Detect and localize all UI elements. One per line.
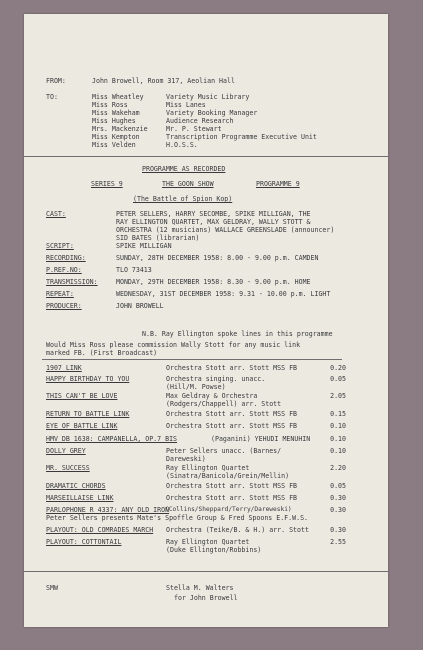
music-detail: (Collins/Sheppard/Terry/Dareweski): [165, 506, 292, 513]
detail-label: REPEAT:: [46, 290, 74, 298]
to-label: TO:: [46, 93, 58, 101]
detail-label: CAST:: [46, 210, 66, 218]
music-duration: 0.30: [330, 494, 346, 502]
request-line-1: Would Miss Ross please commission Wally Stott for any music link: [46, 341, 301, 349]
detail-label: PRODUCER:: [46, 302, 82, 310]
recipient-dept: Variety Music Library: [166, 93, 250, 101]
recipient-name: Miss Kempton: [92, 133, 140, 141]
music-title: HAPPY BIRTHDAY TO YOU: [46, 375, 130, 383]
detail-value: TLO 73413: [116, 266, 152, 274]
divider-bottom: [24, 571, 388, 572]
music-detail: (Paganini) YEHUDI MENUHIN: [211, 435, 311, 443]
typist-initials: SMW: [46, 584, 58, 592]
detail-value: ORCHESTRA (12 musicians) WALLACE GREENSLADE (announcer): [116, 226, 335, 234]
music-detail: Peter Sellers unacc. (Barnes/: [166, 447, 282, 455]
recipient-dept: Audience Research: [166, 117, 234, 125]
music-detail: Orchestra Stott arr. Stott MSS FB: [166, 494, 298, 502]
music-duration: 0.15: [330, 410, 346, 418]
detail-value: SID BATES (librarian): [116, 234, 200, 242]
music-duration: 0.30: [330, 526, 346, 534]
music-detail: Orchestra (Teike/B. & H.) arr. Stott: [166, 526, 309, 534]
divider-top: [24, 156, 388, 157]
recipient-dept: Variety Booking Manager: [166, 109, 258, 117]
show-title: THE GOON SHOW: [162, 180, 214, 188]
from-label: FROM:: [46, 77, 66, 85]
recipient-dept: Transcription Programme Executive Unit: [166, 133, 317, 141]
divider-music: [42, 359, 342, 360]
music-duration: 0.10: [330, 422, 346, 430]
detail-value: RAY ELLINGTON QUARTET, MAX GELDRAY, WALLY STOTT &: [116, 218, 311, 226]
detail-value: JOHN BROWELL: [116, 302, 164, 310]
detail-value: PETER SELLERS, HARRY SECOMBE, SPIKE MILLIGAN, THE: [116, 210, 311, 218]
detail-value: WEDNESDAY, 31ST DECEMBER 1958: 9.31 - 10.00 p.m. LIGHT: [116, 290, 331, 298]
music-detail: Orchestra Stott arr. Stott MSS FB: [166, 422, 298, 430]
music-detail: Ray Ellington Quartet: [166, 464, 250, 472]
recipient-name: Miss Hughes: [92, 117, 136, 125]
music-presenter-line: Peter Sellers presents Mate's Spoffle Group & Fred Spoons E.F.W.S.: [46, 514, 309, 522]
music-duration: 0.10: [330, 435, 346, 443]
music-duration: 0.30: [330, 506, 346, 514]
music-title: RETURN TO BATTLE LINK: [46, 410, 130, 418]
music-duration: 0.10: [330, 447, 346, 455]
music-duration: 2.05: [330, 392, 346, 400]
music-title: HMV DB 1638: CAMPANELLA, OP.7 BIS: [46, 435, 178, 443]
nb-note: N.B. Ray Ellington spoke lines in this programme: [142, 330, 333, 338]
detail-value: MONDAY, 29TH DECEMBER 1958: 8.30 - 9.00 p.m. HOME: [116, 278, 311, 286]
signature-for: for John Browell: [174, 594, 238, 602]
music-title: THIS CAN'T BE LOVE: [46, 392, 118, 400]
music-duration: 0.05: [330, 482, 346, 490]
recipient-name: Miss Ross: [92, 101, 128, 109]
music-detail: Ray Ellington Quartet: [166, 538, 250, 546]
music-title: DRAMATIC CHORDS: [46, 482, 106, 490]
music-detail: Orchestra Stott arr. Stott MSS FB: [166, 410, 298, 418]
detail-value: SPIKE MILLIGAN: [116, 242, 172, 250]
programme-subtitle: (The Battle of Spion Kop): [133, 195, 233, 203]
music-detail: (Rodgers/Chappell) arr. Stott: [166, 400, 282, 408]
recipient-name: Mrs. Mackenzie: [92, 125, 148, 133]
music-detail: (Hill/M. Powse): [166, 383, 226, 391]
music-detail: Orchestra Stott arr. Stott MSS FB: [166, 364, 298, 372]
request-line-2: marked FB. (First Broadcast): [46, 349, 158, 357]
recipient-name: Miss Wakeham: [92, 109, 140, 117]
recipient-dept: H.O.S.S.: [166, 141, 198, 149]
music-title: MARSEILLAISE LINK: [46, 494, 114, 502]
music-detail: Max Geldray & Orchestra: [166, 392, 258, 400]
detail-label: RECORDING:: [46, 254, 86, 262]
detail-label: P.REF.NO:: [46, 266, 82, 274]
music-title: PLAYOUT: OLD COMRADES MARCH: [46, 526, 154, 534]
music-detail: Orchestra Stott arr. Stott MSS FB: [166, 482, 298, 490]
music-duration: 2.20: [330, 464, 346, 472]
music-title: DOLLY GREY: [46, 447, 86, 455]
music-title: PLAYOUT: COTTONTAIL: [46, 538, 122, 546]
signature: Stella M. Walters: [166, 584, 234, 592]
music-duration: 2.55: [330, 538, 346, 546]
recipient-name: Miss Velden: [92, 141, 136, 149]
music-duration: 0.05: [330, 375, 346, 383]
detail-label: TRANSMISSION:: [46, 278, 98, 286]
detail-label: SCRIPT:: [46, 242, 74, 250]
from-value: John Browell, Room 317, Aeolian Hall: [92, 77, 235, 85]
recipient-dept: Miss Lanes: [166, 101, 206, 109]
music-title: PARLOPHONE R 4337: ANY OLD IRON: [46, 506, 170, 514]
detail-value: SUNDAY, 28TH DECEMBER 1958: 8.00 - 9.00 p.m. CAMDEN: [116, 254, 319, 262]
programme-heading: PROGRAMME AS RECORDED: [142, 165, 226, 173]
music-detail: (Sinatra/Banicola/Grein/Mellin): [166, 472, 290, 480]
music-duration: 0.20: [330, 364, 346, 372]
recipient-name: Miss Wheatley: [92, 93, 144, 101]
music-detail: (Duke Ellington/Robbins): [166, 546, 262, 554]
music-title: EYE OF BATTLE LINK: [46, 422, 118, 430]
music-title: MR. SUCCESS: [46, 464, 90, 472]
programme-number: PROGRAMME 9: [256, 180, 300, 188]
music-title: 1907 LINK: [46, 364, 82, 372]
recipient-dept: Mr. P. Stewart: [166, 125, 222, 133]
music-detail: Dareweski): [166, 455, 206, 463]
memo-page: [24, 14, 388, 627]
series-label: SERIES 9: [91, 180, 123, 188]
music-detail: Orchestra singing. unacc.: [166, 375, 266, 383]
